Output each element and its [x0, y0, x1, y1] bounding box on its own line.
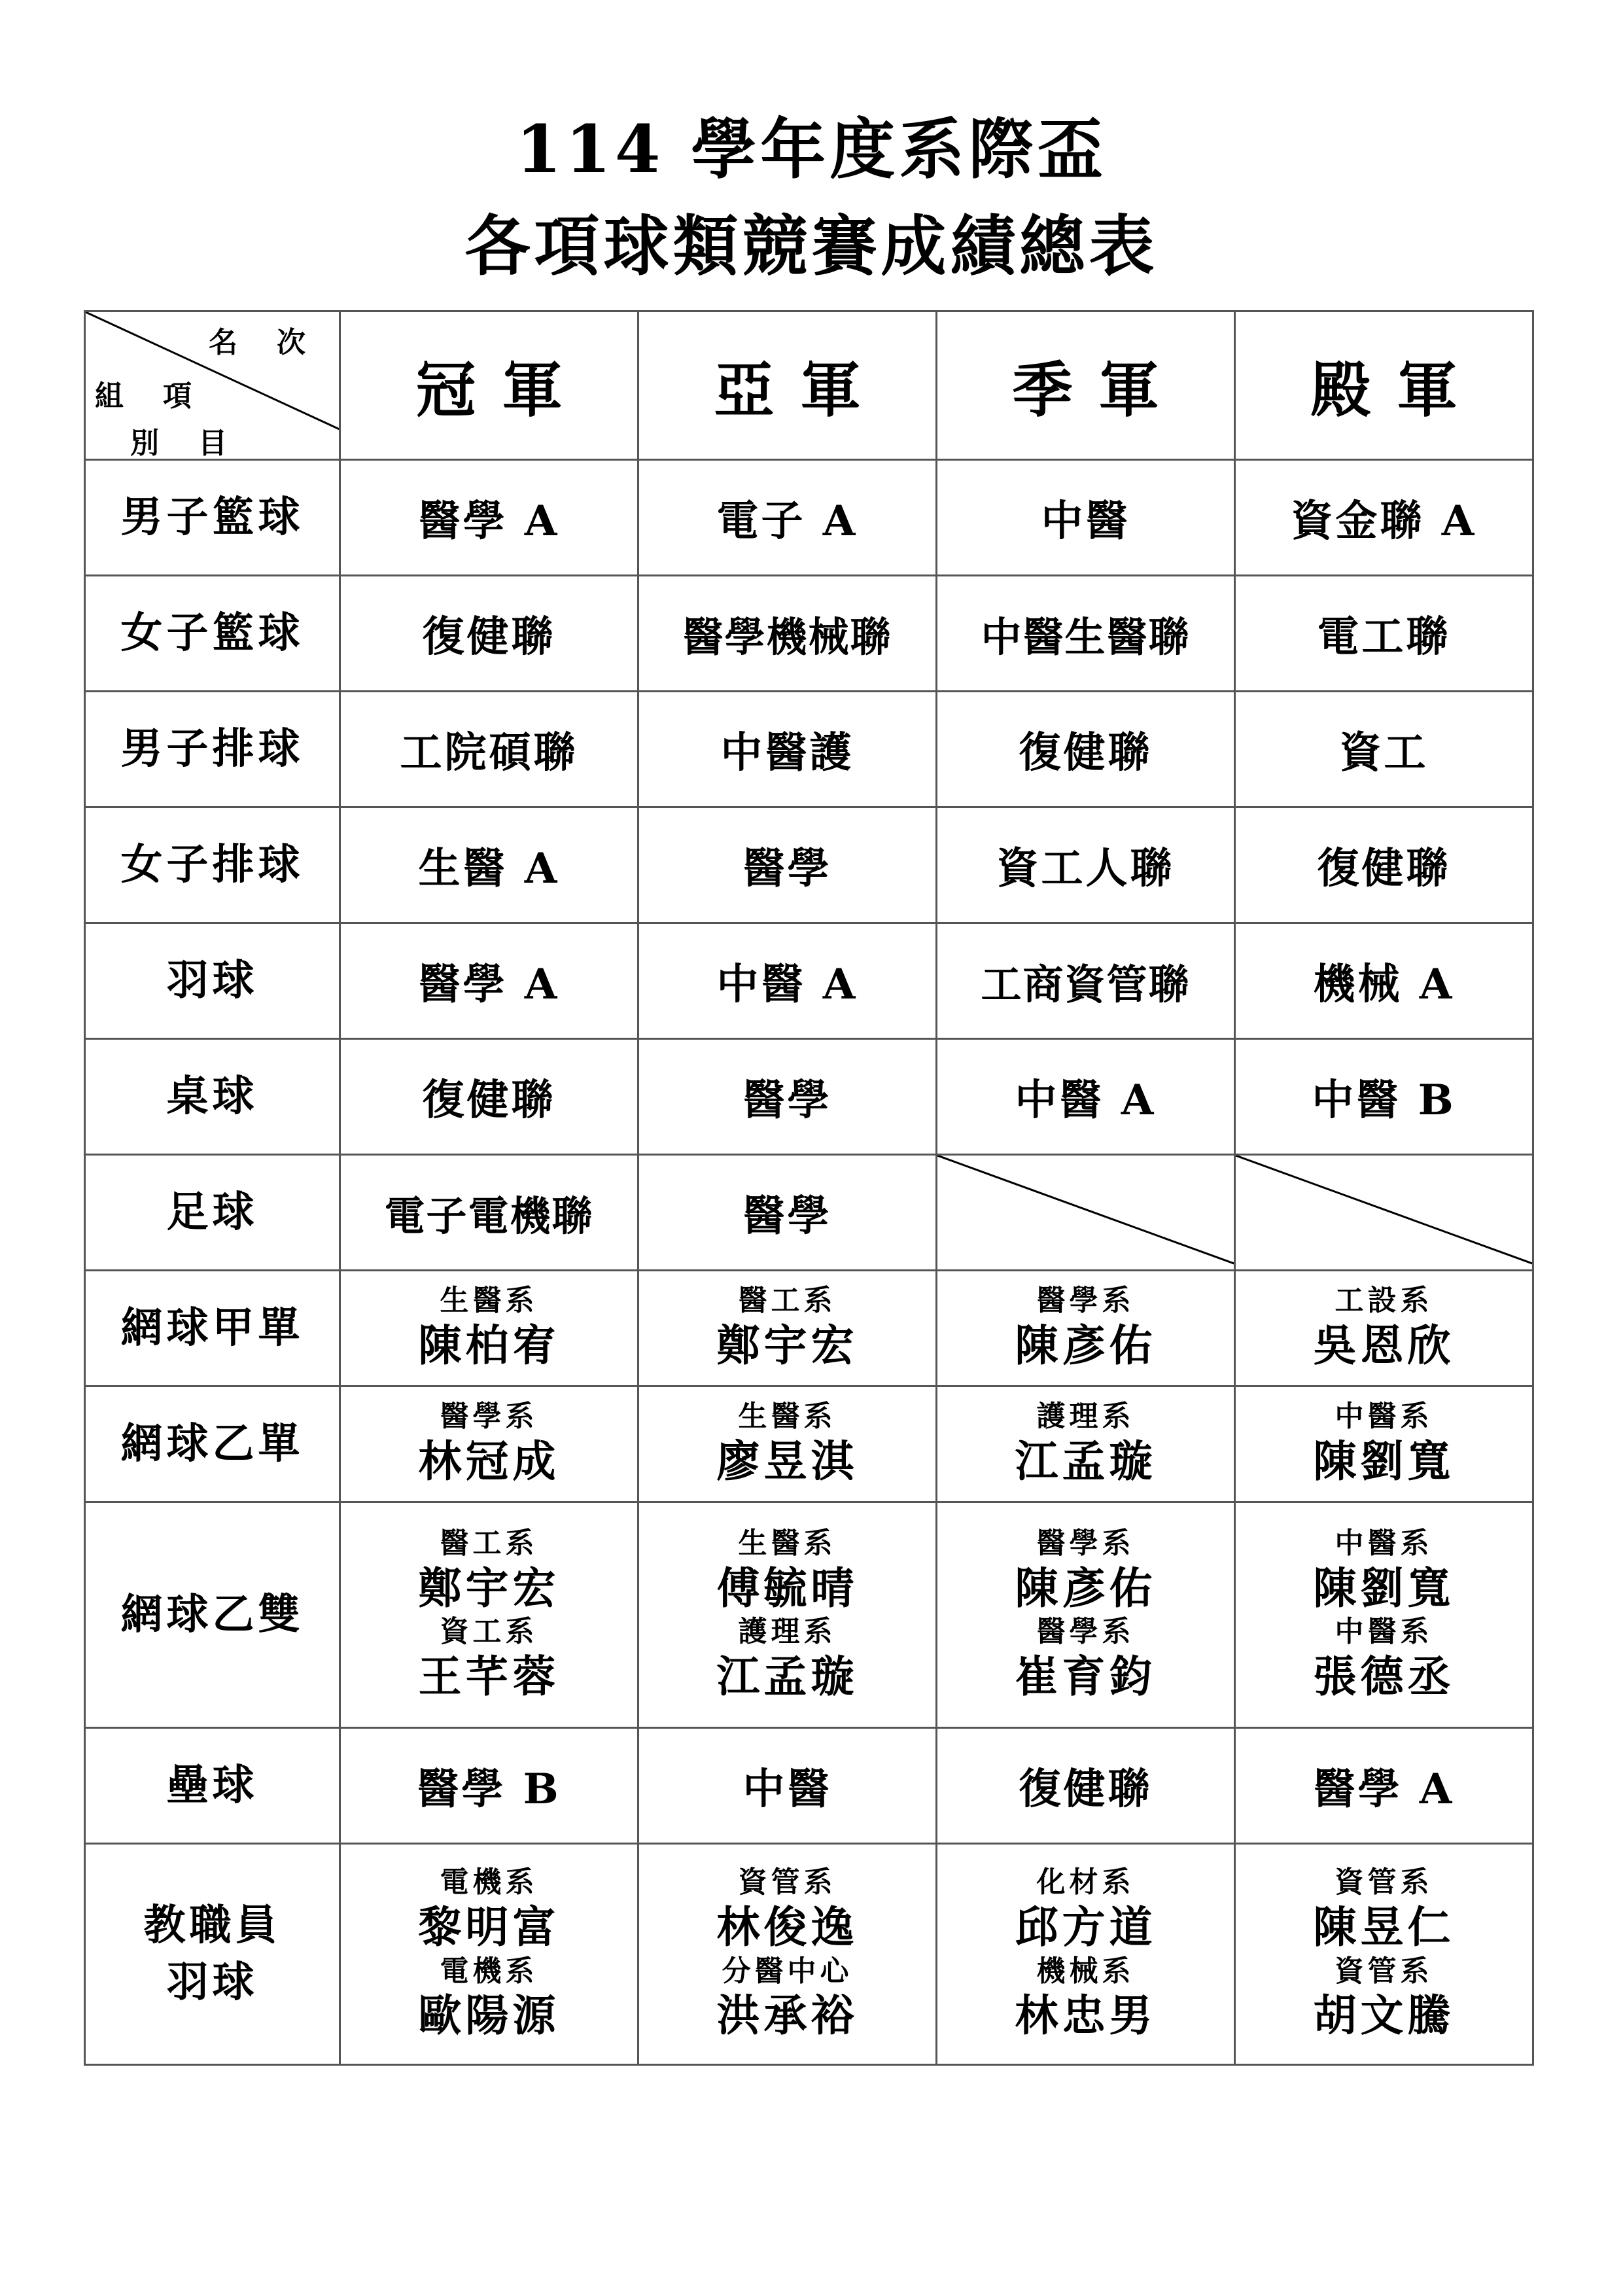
- player-name: 吳恩欣: [1313, 1320, 1455, 1371]
- dept-label: 生醫系: [440, 1284, 538, 1318]
- result-cell: [638, 1502, 937, 1728]
- player-name: 江孟璇: [716, 1650, 858, 1702]
- result-cell: [937, 1844, 1235, 2065]
- result-cell: 中醫 A: [638, 923, 937, 1039]
- table-row: [85, 923, 1533, 1039]
- player-name: 陳彥佑: [1015, 1320, 1157, 1371]
- player-name: 林冠成: [418, 1436, 560, 1487]
- result-cell: 復健聯: [937, 692, 1235, 807]
- dept-label: 電機系: [440, 1954, 538, 1988]
- result-cell: 電子 A: [638, 460, 937, 576]
- player-name: 廖昱淇: [716, 1436, 858, 1487]
- result-cell: 中醫護: [638, 692, 937, 807]
- result-cell: 資金聯 A: [1235, 460, 1533, 576]
- dept-label: 醫工系: [738, 1284, 837, 1318]
- result-cell: 醫學 A: [340, 460, 638, 576]
- result-cell: 工院碩聯: [340, 692, 638, 807]
- page-title: 114 學年度系際盃: [515, 111, 1108, 188]
- table-row: [85, 1039, 1533, 1155]
- dept-label: 電機系: [440, 1865, 538, 1899]
- empty-cell-diagonal-line: [1236, 1156, 1533, 1269]
- page-subtitle: 各項球類競賽成績總表: [464, 207, 1159, 285]
- result-cell: 中醫生醫聯: [937, 576, 1235, 692]
- empty-result-cell: [937, 1155, 1235, 1271]
- empty-cell-diagonal-line: [937, 1156, 1235, 1269]
- player-name: 陳劉寬: [1313, 1436, 1455, 1487]
- player-name: 胡文騰: [1313, 1990, 1455, 2041]
- result-cell: [1235, 1502, 1533, 1728]
- table-row: [85, 1386, 1533, 1502]
- table-row: [85, 692, 1533, 807]
- category-cell: 桌球: [85, 1039, 340, 1155]
- dept-label: 護理系: [738, 1615, 837, 1648]
- result-cell: 復健聯: [937, 1728, 1235, 1844]
- player-name: 黎明富: [418, 1901, 560, 1952]
- result-cell: [340, 1844, 638, 2065]
- category-cell: 女子籃球: [85, 576, 340, 692]
- player-name: 崔育鈞: [1015, 1650, 1157, 1702]
- result-cell: 中醫: [937, 460, 1235, 576]
- result-cell: [340, 1271, 638, 1386]
- player-name: 鄭宇宏: [716, 1320, 858, 1371]
- corner-item-label: 組 項: [95, 380, 197, 413]
- header-third-place: 季軍: [937, 311, 1235, 460]
- dept-label: 化材系: [1036, 1865, 1135, 1899]
- player-name: 江孟璇: [1015, 1436, 1157, 1487]
- dept-label: 生醫系: [738, 1400, 837, 1434]
- result-cell: 中醫: [638, 1728, 937, 1844]
- result-cell: 復健聯: [1235, 807, 1533, 923]
- header-champion: 冠軍: [340, 311, 638, 460]
- player-name: 林俊逸: [716, 1901, 858, 1952]
- category-cell: 羽球: [85, 923, 340, 1039]
- player-name: 鄭宇宏: [418, 1562, 560, 1614]
- result-cell: [937, 1386, 1235, 1502]
- result-cell: 生醫 A: [340, 807, 638, 923]
- dept-label: 機械系: [1036, 1954, 1135, 1988]
- header-row: [85, 311, 1533, 460]
- player-name: 張德丞: [1313, 1650, 1455, 1702]
- player-name: 林忠男: [1015, 1990, 1157, 2041]
- header-fourth-place: 殿軍: [1235, 311, 1533, 460]
- result-cell: [638, 1271, 937, 1386]
- player-name: 陳柏宥: [418, 1320, 560, 1371]
- result-cell: 機械 A: [1235, 923, 1533, 1039]
- result-cell: [638, 1844, 937, 2065]
- player-name: 陳彥佑: [1015, 1562, 1157, 1614]
- category-cell: 足球: [85, 1155, 340, 1271]
- result-cell: [1235, 1271, 1533, 1386]
- result-cell: 醫學: [638, 807, 937, 923]
- dept-label: 資管系: [1335, 1865, 1433, 1899]
- result-cell: 復健聯: [340, 576, 638, 692]
- table-row: [85, 807, 1533, 923]
- player-name: 陳劉寬: [1313, 1562, 1455, 1614]
- table-row: [85, 1728, 1533, 1844]
- dept-label: 分醫中心: [722, 1954, 853, 1988]
- result-cell: [340, 1386, 638, 1502]
- result-cell: 中醫 A: [937, 1039, 1235, 1155]
- result-cell: [1235, 1386, 1533, 1502]
- player-name: 傅毓晴: [716, 1562, 858, 1614]
- result-cell: [937, 1271, 1235, 1386]
- player-name: 陳昱仁: [1313, 1901, 1455, 1952]
- dept-label: 醫學系: [1036, 1284, 1135, 1318]
- player-name: 王芊蓉: [418, 1650, 560, 1702]
- table-row: [85, 460, 1533, 576]
- header-corner-cell: [85, 311, 340, 460]
- dept-label: 資管系: [738, 1865, 837, 1899]
- result-cell: 醫學: [638, 1155, 937, 1271]
- table-row: [85, 1844, 1533, 2065]
- results-table: [84, 310, 1534, 2066]
- category-cell: 網球乙單: [85, 1386, 340, 1502]
- result-cell: 醫學機械聯: [638, 576, 937, 692]
- dept-label: 中醫系: [1335, 1526, 1433, 1560]
- result-cell: [638, 1386, 937, 1502]
- category-cell: 教職員 羽球: [85, 1844, 340, 2065]
- header-runner-up: 亞軍: [638, 311, 937, 460]
- result-cell: 醫學 A: [340, 923, 638, 1039]
- player-name: 洪承裕: [716, 1990, 858, 2041]
- corner-rank-label: 名 次: [209, 326, 311, 359]
- empty-result-cell: [1235, 1155, 1533, 1271]
- category-cell: 壘球: [85, 1728, 340, 1844]
- dept-label: 中醫系: [1335, 1615, 1433, 1648]
- category-cell: 女子排球: [85, 807, 340, 923]
- dept-label: 醫學系: [440, 1400, 538, 1434]
- table-row: [85, 576, 1533, 692]
- result-cell: 醫學: [638, 1039, 937, 1155]
- result-cell: 工商資管聯: [937, 923, 1235, 1039]
- result-cell: 電工聯: [1235, 576, 1533, 692]
- category-cell: 男子籃球: [85, 460, 340, 576]
- result-cell: [937, 1502, 1235, 1728]
- category-cell: 網球甲單: [85, 1271, 340, 1386]
- table-row: [85, 1502, 1533, 1728]
- result-cell: 資工人聯: [937, 807, 1235, 923]
- dept-label: 中醫系: [1335, 1400, 1433, 1434]
- table-row: [85, 1155, 1533, 1271]
- result-cell: 醫學 B: [340, 1728, 638, 1844]
- dept-label: 護理系: [1036, 1400, 1135, 1434]
- result-cell: [340, 1502, 638, 1728]
- result-cell: [1235, 1844, 1533, 2065]
- dept-label: 資管系: [1335, 1954, 1433, 1988]
- result-cell: 電子電機聯: [340, 1155, 638, 1271]
- result-cell: 復健聯: [340, 1039, 638, 1155]
- dept-label: 工設系: [1335, 1284, 1433, 1318]
- table-row: [85, 1271, 1533, 1386]
- result-cell: 中醫 B: [1235, 1039, 1533, 1155]
- category-cell: 網球乙雙: [85, 1502, 340, 1728]
- corner-group-label: 別 目: [130, 427, 232, 460]
- dept-label: 生醫系: [738, 1526, 837, 1560]
- dept-label: 資工系: [440, 1615, 538, 1648]
- dept-label: 醫工系: [440, 1526, 538, 1560]
- result-cell: 醫學 A: [1235, 1728, 1533, 1844]
- category-cell: 男子排球: [85, 692, 340, 807]
- player-name: 邱方道: [1015, 1901, 1157, 1952]
- dept-label: 醫學系: [1036, 1615, 1135, 1648]
- player-name: 歐陽源: [418, 1990, 560, 2041]
- result-cell: 資工: [1235, 692, 1533, 807]
- dept-label: 醫學系: [1036, 1526, 1135, 1560]
